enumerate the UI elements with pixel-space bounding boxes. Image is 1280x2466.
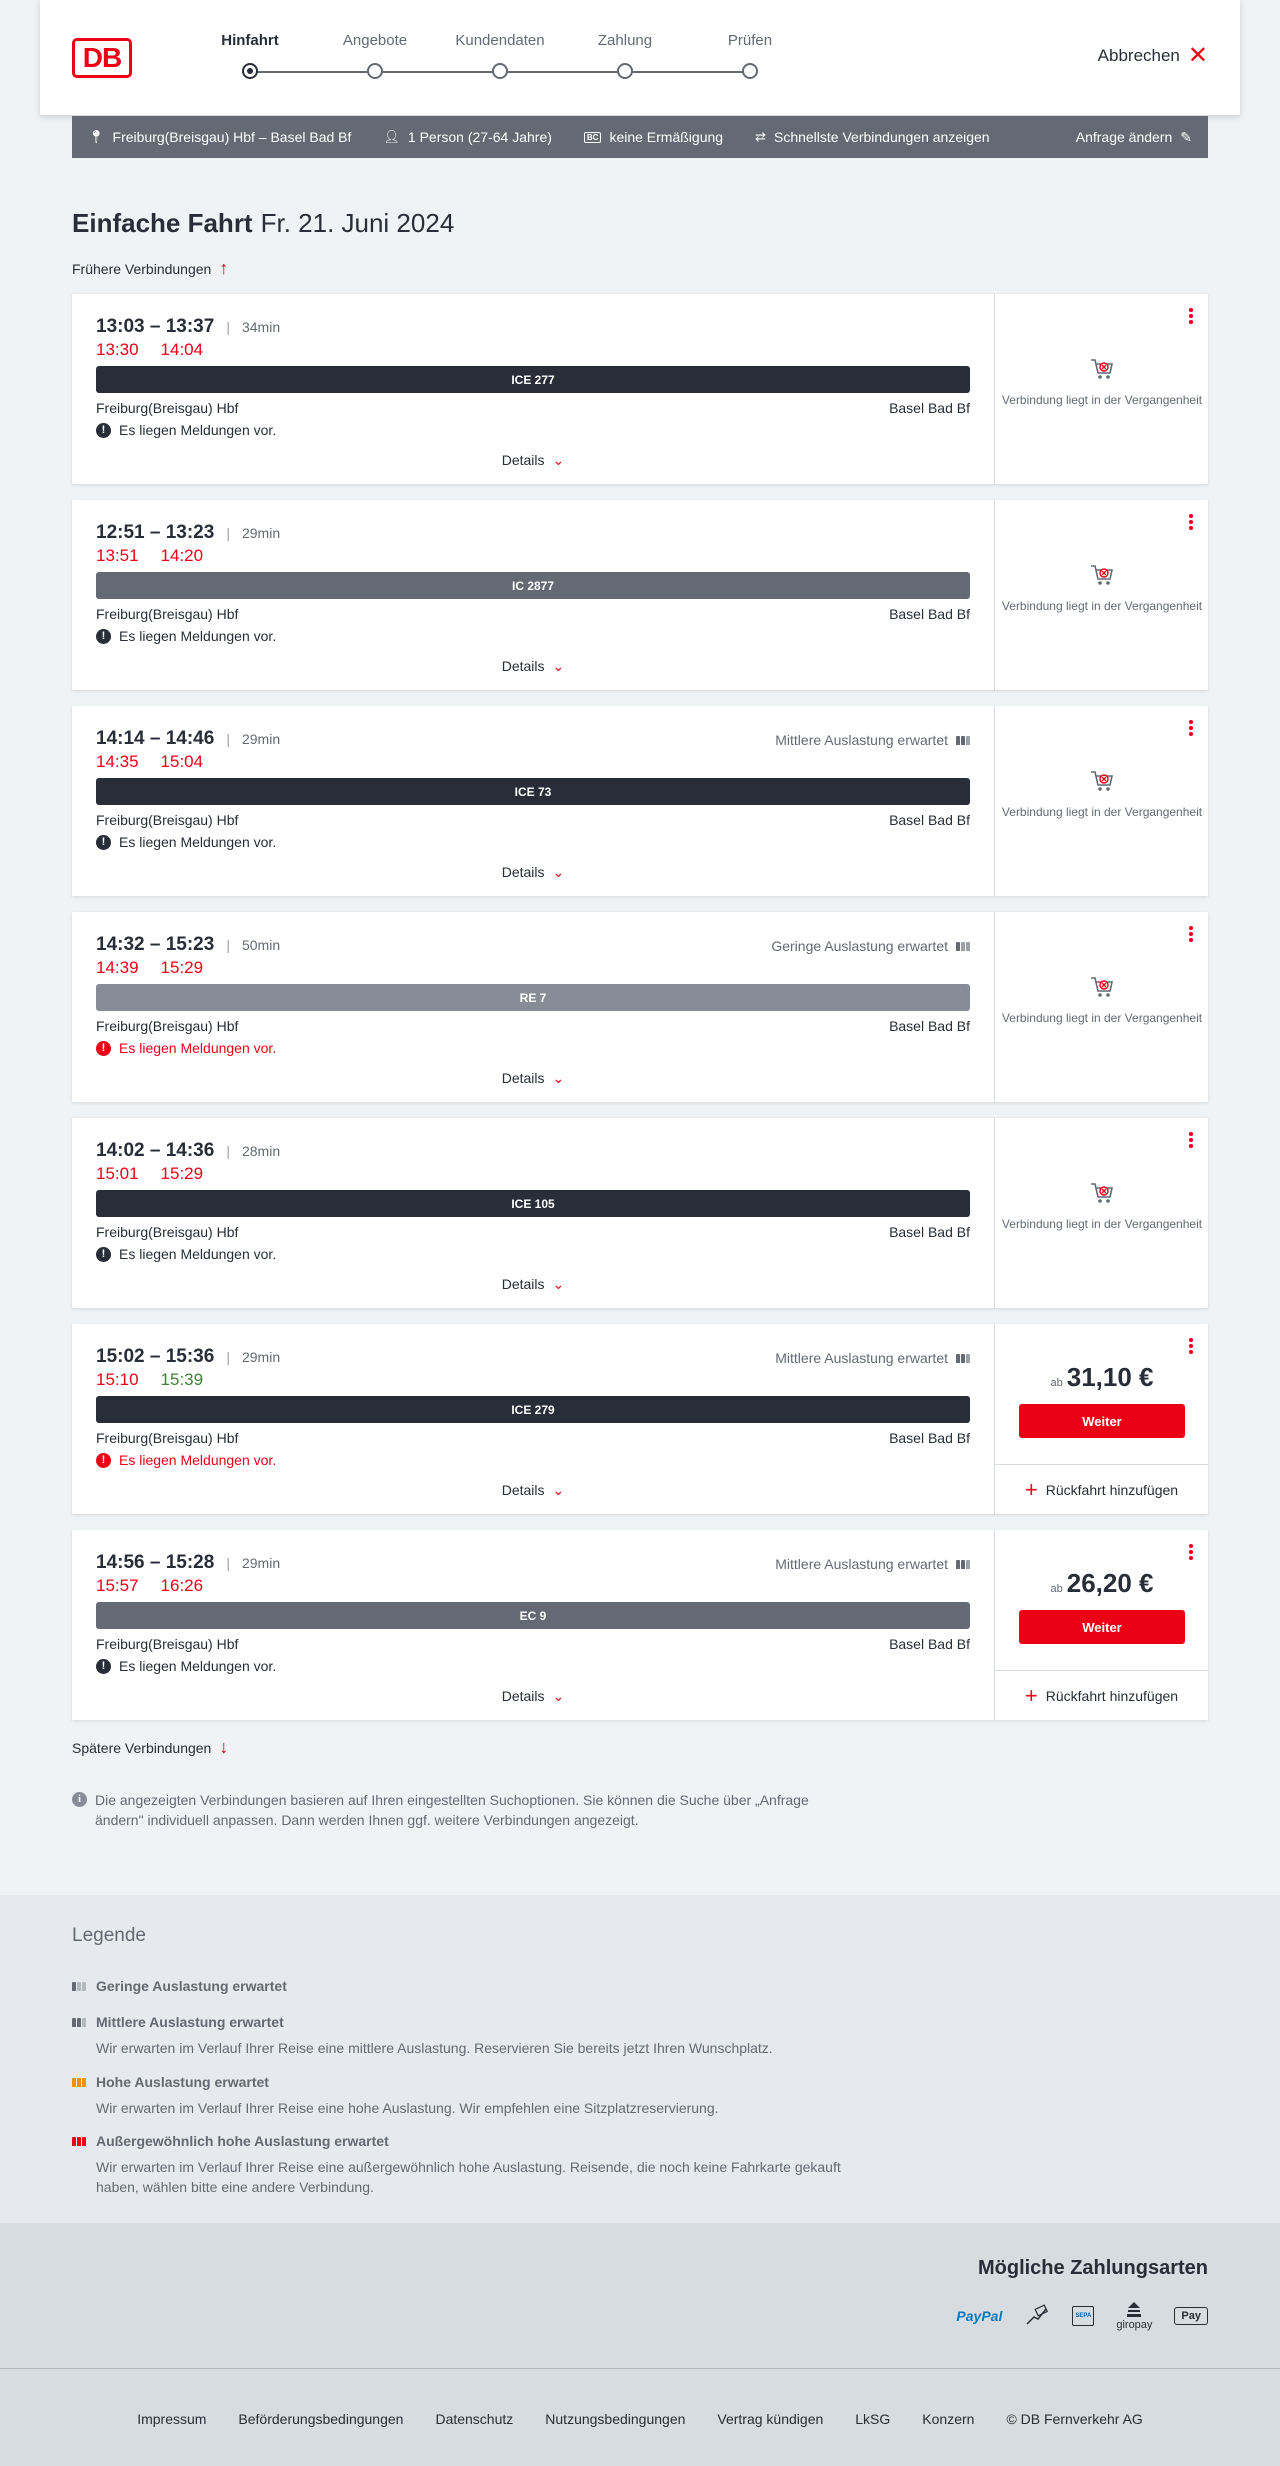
past-text: Verbindung liegt in der Vergangenheit: [1001, 393, 1203, 407]
earlier-connections-link[interactable]: [72, 258, 228, 279]
step-label: Hinfahrt: [221, 32, 279, 49]
step-dot: [492, 63, 508, 79]
footer: [0, 2368, 1280, 2466]
planned-times: 14:56 – 15:28: [96, 1552, 215, 1573]
connection-card[interactable]: [72, 1118, 1208, 1308]
trip-type: Einfache Fahrt: [72, 208, 253, 238]
notice-text: Es liegen Meldungen vor.: [119, 1658, 277, 1674]
edit-request-button[interactable]: [1076, 129, 1192, 146]
destination-station: Basel Bad Bf: [889, 606, 970, 622]
realtime-times: [96, 958, 203, 978]
realtime-times: [96, 1576, 203, 1596]
planned-times: 14:02 – 14:36: [96, 1140, 215, 1161]
realtime-arrival: 15:29: [160, 1164, 204, 1183]
details-toggle[interactable]: [72, 864, 994, 881]
realtime-departure: 14:39: [96, 958, 139, 977]
destination-station: Basel Bad Bf: [889, 812, 970, 828]
summary-discount: [584, 129, 723, 145]
step-pruefen: [690, 32, 810, 79]
alert-icon: !: [96, 1041, 111, 1056]
price-value: 31,10 €: [1066, 1362, 1154, 1392]
train-segment-bar[interactable]: RE 7: [96, 984, 970, 1011]
past-text: Verbindung liegt in der Vergangenheit: [1001, 805, 1203, 819]
arrow-up-icon: ↑: [219, 258, 229, 278]
realtime-departure: 15:57: [96, 1576, 139, 1595]
summary-passengers: [383, 129, 551, 145]
step-kundendaten: [440, 32, 560, 79]
giropay-icon: [1116, 2301, 1152, 2331]
details-toggle[interactable]: [72, 452, 994, 469]
connection-times: 12:51 – 13:23 | 29min: [96, 522, 281, 543]
footer-copyright: © DB Fernverkehr AG: [1006, 2411, 1143, 2427]
legend-item-high: [72, 2074, 872, 2118]
realtime-times: [96, 1370, 203, 1390]
booking-stepper: [190, 32, 790, 92]
occupancy-label: Mittlere Auslastung erwartet: [775, 1556, 948, 1572]
close-icon: ✕: [1187, 42, 1208, 69]
duration: 28min: [241, 1143, 281, 1159]
origin-station: Freiburg(Breisgau) Hbf: [96, 812, 239, 828]
realtime-times: [96, 340, 203, 360]
duration: 29min: [241, 525, 281, 541]
offer-panel: [994, 706, 1208, 896]
location-pin-icon: 📍︎: [88, 129, 105, 144]
connection-times: 14:56 – 15:28 | 29min: [96, 1552, 281, 1573]
train-segment-bar[interactable]: ICE 279: [96, 1396, 970, 1423]
db-logo[interactable]: DB: [72, 38, 132, 78]
legend-title: Legende: [72, 1925, 146, 1946]
trip-date: Fr. 21. Juni 2024: [260, 208, 455, 238]
occupancy-label: Geringe Auslastung erwartet: [771, 938, 948, 954]
realtime-departure: 15:01: [96, 1164, 139, 1183]
step-dot: [742, 63, 758, 79]
continue-button[interactable]: Weiter: [1019, 1404, 1185, 1438]
train-segment-bar[interactable]: ICE 105: [96, 1190, 970, 1217]
notice-message: [96, 1246, 276, 1262]
offer-panel: [994, 1118, 1208, 1308]
later-label: Spätere Verbindungen: [72, 1739, 212, 1756]
past-connection-note: [995, 974, 1209, 1026]
step-angebote: [315, 32, 435, 79]
offer-panel: [994, 294, 1208, 484]
passengers-text: 1 Person (27-64 Jahre): [407, 129, 552, 145]
info-text: Die angezeigten Verbindungen basieren auf Ihren eingestellten Suchoptionen. Sie können die Suche über „Anfrage ändern" individuell anpassen. Dann werden Ihnen ggf. weitere Verbindungen angezeigt.: [95, 1792, 809, 1828]
notice-message: [96, 1658, 276, 1674]
origin-station: Freiburg(Breisgau) Hbf: [96, 400, 239, 416]
sepa-icon: [1072, 2306, 1094, 2326]
paypal-text-a: Pay: [956, 2308, 982, 2324]
realtime-times: [96, 752, 203, 772]
occupancy-label: Mittlere Auslastung erwartet: [775, 732, 948, 748]
realtime-departure: 14:35: [96, 752, 139, 771]
step-hinfahrt[interactable]: [190, 32, 310, 79]
connection-card[interactable]: [72, 294, 1208, 484]
connection-info: [72, 1118, 994, 1308]
details-label: Details: [501, 1070, 545, 1086]
duration: 29min: [241, 731, 281, 747]
duration: 29min: [241, 1555, 281, 1571]
origin-station: Freiburg(Breisgau) Hbf: [96, 1224, 239, 1240]
step-dot: [242, 63, 258, 79]
connection-card[interactable]: [72, 1530, 1208, 1720]
offer-panel: [994, 1530, 1208, 1720]
legend-item-low: [72, 1978, 872, 1994]
occupancy-label: Mittlere Auslastung erwartet: [775, 1350, 948, 1366]
header: [40, 0, 1240, 115]
price-prefix: ab: [1050, 1377, 1063, 1389]
legend-section: [0, 1895, 1280, 2223]
past-connection-note: [995, 768, 1209, 820]
origin-station: Freiburg(Breisgau) Hbf: [96, 1430, 239, 1446]
past-text: Verbindung liegt in der Vergangenheit: [1001, 599, 1203, 613]
occupancy-medium-icon: [72, 2018, 88, 2027]
info-notice: [72, 1790, 842, 1830]
past-connection-note: [995, 562, 1209, 614]
notice-text: Es liegen Meldungen vor.: [119, 834, 277, 850]
past-text: Verbindung liegt in der Vergangenheit: [1001, 1217, 1203, 1231]
route-text: Freiburg(Breisgau) Hbf – Basel Bad Bf: [112, 129, 352, 145]
connection-info: [72, 1324, 994, 1514]
realtime-arrival: 15:04: [160, 752, 204, 771]
chevron-down-icon: ⌄: [552, 1070, 565, 1086]
planned-times: 12:51 – 13:23: [96, 522, 215, 543]
realtime-arrival: 14:04: [160, 340, 204, 359]
footer-link-lksg[interactable]: LkSG: [855, 2411, 891, 2427]
occupancy-extreme-icon: [72, 2137, 88, 2146]
step-label: Prüfen: [727, 32, 773, 49]
step-label: Zahlung: [597, 32, 653, 49]
applepay-text: Pay: [1181, 2310, 1201, 2322]
duration: 29min: [241, 1349, 281, 1365]
realtime-arrival: 14:20: [160, 546, 204, 565]
planned-times: 14:14 – 14:46: [96, 728, 215, 749]
details-label: Details: [501, 1482, 545, 1498]
details-label: Details: [501, 1276, 545, 1292]
planned-times: 14:32 – 15:23: [96, 934, 215, 955]
connection-times: 14:32 – 15:23 | 50min: [96, 934, 281, 955]
notice-message: [96, 1040, 276, 1056]
connection-times: 14:02 – 14:36 | 28min: [96, 1140, 281, 1161]
details-toggle[interactable]: [72, 1688, 994, 1705]
footer-link-nutzungsbedingungen[interactable]: Nutzungsbedingungen: [545, 2411, 686, 2427]
occupancy-low-icon: [72, 1982, 88, 1991]
plus-icon: +: [1024, 1682, 1038, 1708]
realtime-arrival: 15:39: [160, 1370, 204, 1389]
earlier-label: Frühere Verbindungen: [72, 260, 212, 277]
pencil-icon: ✎: [1180, 128, 1192, 145]
page-title: [72, 208, 454, 239]
chevron-down-icon: ⌄: [552, 1482, 565, 1498]
legend-item-medium: [72, 2014, 872, 2058]
legend-desc: Wir erwarten im Verlauf Ihrer Reise eine mittlere Auslastung. Reservieren Sie bereits jetzt Ihren Wunschplatz.: [96, 2040, 773, 2056]
more-options-icon[interactable]: [1188, 514, 1194, 532]
notice-text: Es liegen Meldungen vor.: [119, 628, 277, 644]
swap-arrows-icon: ⇄: [755, 129, 766, 144]
connection-card[interactable]: [72, 706, 1208, 896]
past-connection-note: [995, 1180, 1209, 1232]
realtime-arrival: 15:29: [160, 958, 204, 977]
legend-head: Geringe Auslastung erwartet: [96, 1978, 287, 1994]
discount-text: keine Ermäßigung: [609, 129, 724, 145]
offer-panel: [994, 500, 1208, 690]
plus-icon: +: [1024, 1476, 1038, 1502]
origin-station: Freiburg(Breisgau) Hbf: [96, 1018, 239, 1034]
chevron-down-icon: ⌄: [552, 864, 565, 880]
destination-station: Basel Bad Bf: [889, 1224, 970, 1240]
footer-link-befoerderungsbedingungen[interactable]: Beförderungsbedingungen: [238, 2411, 404, 2427]
step-zahlung: [565, 32, 685, 79]
summary-route: [88, 129, 351, 145]
planned-times: 15:02 – 15:36: [96, 1346, 215, 1367]
offer-panel: [994, 1324, 1208, 1514]
details-toggle[interactable]: [72, 1276, 994, 1293]
connection-times: 15:02 – 15:36 | 29min: [96, 1346, 281, 1367]
cancel-button[interactable]: [1097, 42, 1208, 69]
continue-button[interactable]: Weiter: [1019, 1610, 1185, 1644]
realtime-departure: 13:51: [96, 546, 139, 565]
occupancy-high-icon: [72, 2078, 88, 2087]
realtime-departure: 13:30: [96, 340, 139, 359]
planned-times: 13:03 – 13:37: [96, 316, 215, 337]
legend-head: Außergewöhnlich hohe Auslastung erwartet: [96, 2133, 389, 2149]
realtime-departure: 15:10: [96, 1370, 139, 1389]
edit-label: Anfrage ändern: [1075, 129, 1173, 145]
sepa-text: SEPA: [1072, 2306, 1094, 2326]
notice-text: Es liegen Meldungen vor.: [119, 422, 277, 438]
destination-station: Basel Bad Bf: [889, 400, 970, 416]
duration: 50min: [241, 937, 281, 953]
cancel-label: Abbrechen: [1097, 46, 1180, 65]
alert-icon: !: [96, 629, 111, 644]
cart-unavailable-icon: [995, 768, 1209, 804]
connection-info: [72, 1530, 994, 1720]
step-label: Kundendaten: [455, 32, 545, 49]
chevron-down-icon: ⌄: [552, 452, 565, 468]
price-prefix: ab: [1050, 1583, 1063, 1595]
footer-link-impressum[interactable]: Impressum: [137, 2411, 207, 2427]
more-options-icon[interactable]: [1188, 720, 1194, 738]
details-toggle[interactable]: [72, 658, 994, 675]
step-dot: [617, 63, 633, 79]
train-segment-bar[interactable]: IC 2877: [96, 572, 970, 599]
add-return-button[interactable]: [995, 1464, 1208, 1514]
duration: 34min: [241, 319, 281, 335]
more-options-icon[interactable]: [1188, 1338, 1194, 1356]
step-label: Angebote: [342, 32, 408, 49]
more-options-icon[interactable]: [1188, 1544, 1194, 1562]
price: [995, 1568, 1209, 1599]
alert-icon: !: [96, 1247, 111, 1262]
realtime-arrival: 16:26: [160, 1576, 204, 1595]
paypal-text-b: Pal: [981, 2308, 1003, 2324]
occupancy-icon: [956, 1354, 970, 1363]
connection-card[interactable]: [72, 912, 1208, 1102]
bahncard-icon: BC: [584, 132, 602, 143]
past-connection-note: [995, 356, 1209, 408]
legend-head: Mittlere Auslastung erwartet: [96, 2014, 284, 2030]
origin-station: Freiburg(Breisgau) Hbf: [96, 606, 239, 622]
legend-item-extreme: [72, 2133, 872, 2197]
apple-pay-icon: [1174, 2307, 1208, 2325]
cart-unavailable-icon: [995, 974, 1209, 1010]
legend-desc: Wir erwarten im Verlauf Ihrer Reise eine hohe Auslastung. Wir empfehlen eine Sitzplatzreservierung.: [96, 2100, 719, 2116]
chevron-down-icon: ⌄: [552, 1276, 565, 1292]
alert-icon: !: [96, 1659, 111, 1674]
payment-methods: [0, 2223, 1280, 2368]
connection-card[interactable]: [72, 1324, 1208, 1514]
chevron-down-icon: ⌄: [552, 1688, 565, 1704]
price: [995, 1362, 1209, 1393]
option-text: Schnellste Verbindungen anzeigen: [773, 129, 990, 145]
notice-message: [96, 834, 276, 850]
details-label: Details: [501, 658, 545, 674]
summary-option: [755, 129, 990, 145]
connection-info: [72, 294, 994, 484]
payment-title: Mögliche Zahlungsarten: [977, 2257, 1208, 2279]
destination-station: Basel Bad Bf: [889, 1018, 970, 1034]
occupancy-icon: [956, 736, 970, 745]
notice-message: [96, 1452, 276, 1468]
more-options-icon[interactable]: [1188, 926, 1194, 944]
train-segment-bar[interactable]: EC 9: [96, 1602, 970, 1629]
paypal-icon: [956, 2308, 1002, 2324]
past-text: Verbindung liegt in der Vergangenheit: [1001, 1011, 1203, 1025]
connection-card[interactable]: [72, 500, 1208, 690]
notice-text: Es liegen Meldungen vor.: [119, 1452, 277, 1468]
cart-unavailable-icon: [995, 1180, 1209, 1216]
alert-icon: !: [96, 1453, 111, 1468]
cart-unavailable-icon: [995, 356, 1209, 392]
offer-panel: [994, 912, 1208, 1102]
occupancy-icon: [956, 942, 970, 951]
notice-message: [96, 422, 276, 438]
info-icon: i: [72, 1792, 87, 1807]
connection-info: [72, 706, 994, 896]
notice-message: [96, 628, 276, 644]
occupancy-indicator: [775, 732, 970, 748]
connection-info: [72, 912, 994, 1102]
origin-station: Freiburg(Breisgau) Hbf: [96, 1636, 239, 1652]
connection-info: [72, 500, 994, 690]
occupancy-indicator: [771, 938, 970, 954]
return-label: Rückfahrt hinzufügen: [1045, 1687, 1179, 1704]
search-summary-bar: [72, 116, 1208, 158]
notice-text: Es liegen Meldungen vor.: [119, 1040, 277, 1056]
details-label: Details: [501, 452, 545, 468]
legend-desc: Wir erwarten im Verlauf Ihrer Reise eine außergewöhnlich hohe Auslastung. Reisende, die noch keine Fahrkarte gekauft haben, wählen bitte eine andere Verbindung.: [96, 2159, 841, 2195]
alert-icon: !: [96, 423, 111, 438]
chevron-down-icon: ⌄: [552, 658, 565, 674]
footer-link-vertrag-kuendigen[interactable]: Vertrag kündigen: [717, 2411, 824, 2427]
giropay-text: giropay: [1116, 2319, 1153, 2331]
occupancy-indicator: [775, 1350, 970, 1366]
destination-station: Basel Bad Bf: [889, 1636, 970, 1652]
person-icon: 👤︎: [383, 129, 400, 144]
creditcard-hand-icon: [1024, 2304, 1050, 2328]
details-toggle[interactable]: [72, 1482, 994, 1499]
train-segment-bar[interactable]: ICE 277: [96, 366, 970, 393]
occupancy-icon: [956, 1560, 970, 1569]
details-label: Details: [501, 1688, 545, 1704]
realtime-times: [96, 1164, 203, 1184]
step-dot: [367, 63, 383, 79]
footer-link-datenschutz[interactable]: Datenschutz: [435, 2411, 514, 2427]
price-value: 26,20 €: [1066, 1568, 1154, 1598]
destination-station: Basel Bad Bf: [889, 1430, 970, 1446]
later-connections-link[interactable]: [72, 1737, 228, 1758]
occupancy-indicator: [775, 1556, 970, 1572]
legend-head: Hohe Auslastung erwartet: [96, 2074, 269, 2090]
connection-times: 13:03 – 13:37 | 34min: [96, 316, 281, 337]
more-options-icon[interactable]: [1188, 308, 1194, 326]
connection-times: 14:14 – 14:46 | 29min: [96, 728, 281, 749]
details-toggle[interactable]: [72, 1070, 994, 1087]
details-label: Details: [501, 864, 545, 880]
notice-text: Es liegen Meldungen vor.: [119, 1246, 277, 1262]
more-options-icon[interactable]: [1188, 1132, 1194, 1150]
return-label: Rückfahrt hinzufügen: [1045, 1481, 1179, 1498]
realtime-times: [96, 546, 203, 566]
cart-unavailable-icon: [995, 562, 1209, 598]
arrow-down-icon: ↓: [219, 1737, 229, 1757]
footer-link-konzern[interactable]: Konzern: [922, 2411, 975, 2427]
alert-icon: !: [96, 835, 111, 850]
train-segment-bar[interactable]: ICE 73: [96, 778, 970, 805]
add-return-button[interactable]: [995, 1670, 1208, 1720]
